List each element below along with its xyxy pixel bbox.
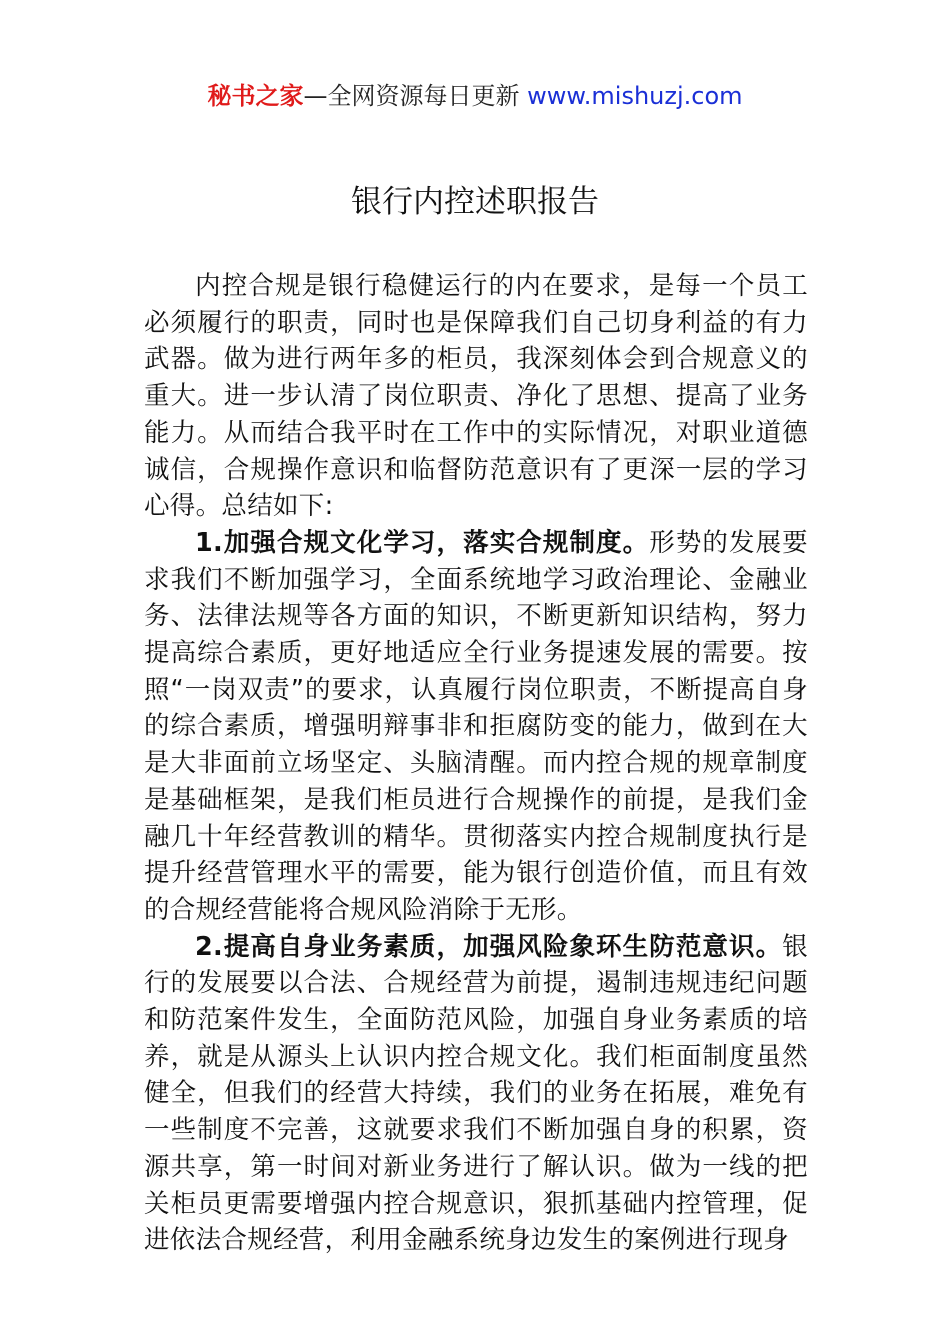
paragraph-intro (144, 268, 808, 525)
document-body (144, 268, 808, 1259)
site-header (0, 80, 950, 112)
paragraph-section-1 (144, 525, 808, 929)
paragraph-text: 银行的发展要以合法、合规经营为前提，遏制违规违纪问题和防范案件发生，全面防范风险，加强自身业务素质的培养，就是从源头上认识内控合规文化。我们柜面制度虽然健全，但我们的经营大持续，我们的业务在拓展，难免有一些制度不完善，这就要求我们不断加强自身的积累，资源共享，第一时间对新业务进行了解认识。做为一线的把关柜员更需要增强内控合规意识，狠抓基础内控管理，促进依法合规经营，利用金融系统身边发生的案例进行现身 (144, 931, 808, 1256)
paragraph-heading: 1.加强合规文化学习，落实合规制度。 (195, 527, 650, 558)
paragraph-text: 形势的发展要求我们不断加强学习，全面系统地学习政治理论、金融业务、法律法规等各方面的知识，不断更新知识结构，努力提高综合素质，更好地适应全行业务提速发展的需要。按照“一岗双责”的要求，认真履行岗位职责，不断提高自身的综合素质，增强明辩事非和拒腐防变的能力，做到在大是大非面前立场坚定、头脑清醒。而内控合规的规章制度是基础框架，是我们柜员进行合规操作的前提，是我们金融几十年经营教训的精华。贯彻落实内控合规制度执行是提升经营管理水平的需要，能为银行创造价值，而且有效的合规经营能将合规风险消除于无形。 (144, 527, 808, 925)
document-title: 银行内控述职报告 (351, 184, 599, 220)
brand-name: 秘书之家 (207, 82, 304, 110)
paragraph-section-2 (144, 929, 808, 1259)
header-tagline: —全网资源每日更新 (303, 82, 528, 110)
paragraph-text: 内控合规是银行稳健运行的内在要求，是每一个员工必须履行的职责，同时也是保障我们自己切身利益的有力武器。做为进行两年多的柜员，我深刻体会到合规意义的重大。进一步认清了岗位职责、净化了思想、提高了业务能力。从而结合我平时在工作中的实际情况，对职业道德诚信，合规操作意识和临督防范意识有了更深一层的学习心得。总结如下: (144, 271, 808, 522)
paragraph-heading: 2.提高自身业务素质，加强风险象环生防范意识。 (195, 931, 783, 962)
site-url-link[interactable]: www.mishuzj.com (527, 82, 743, 110)
